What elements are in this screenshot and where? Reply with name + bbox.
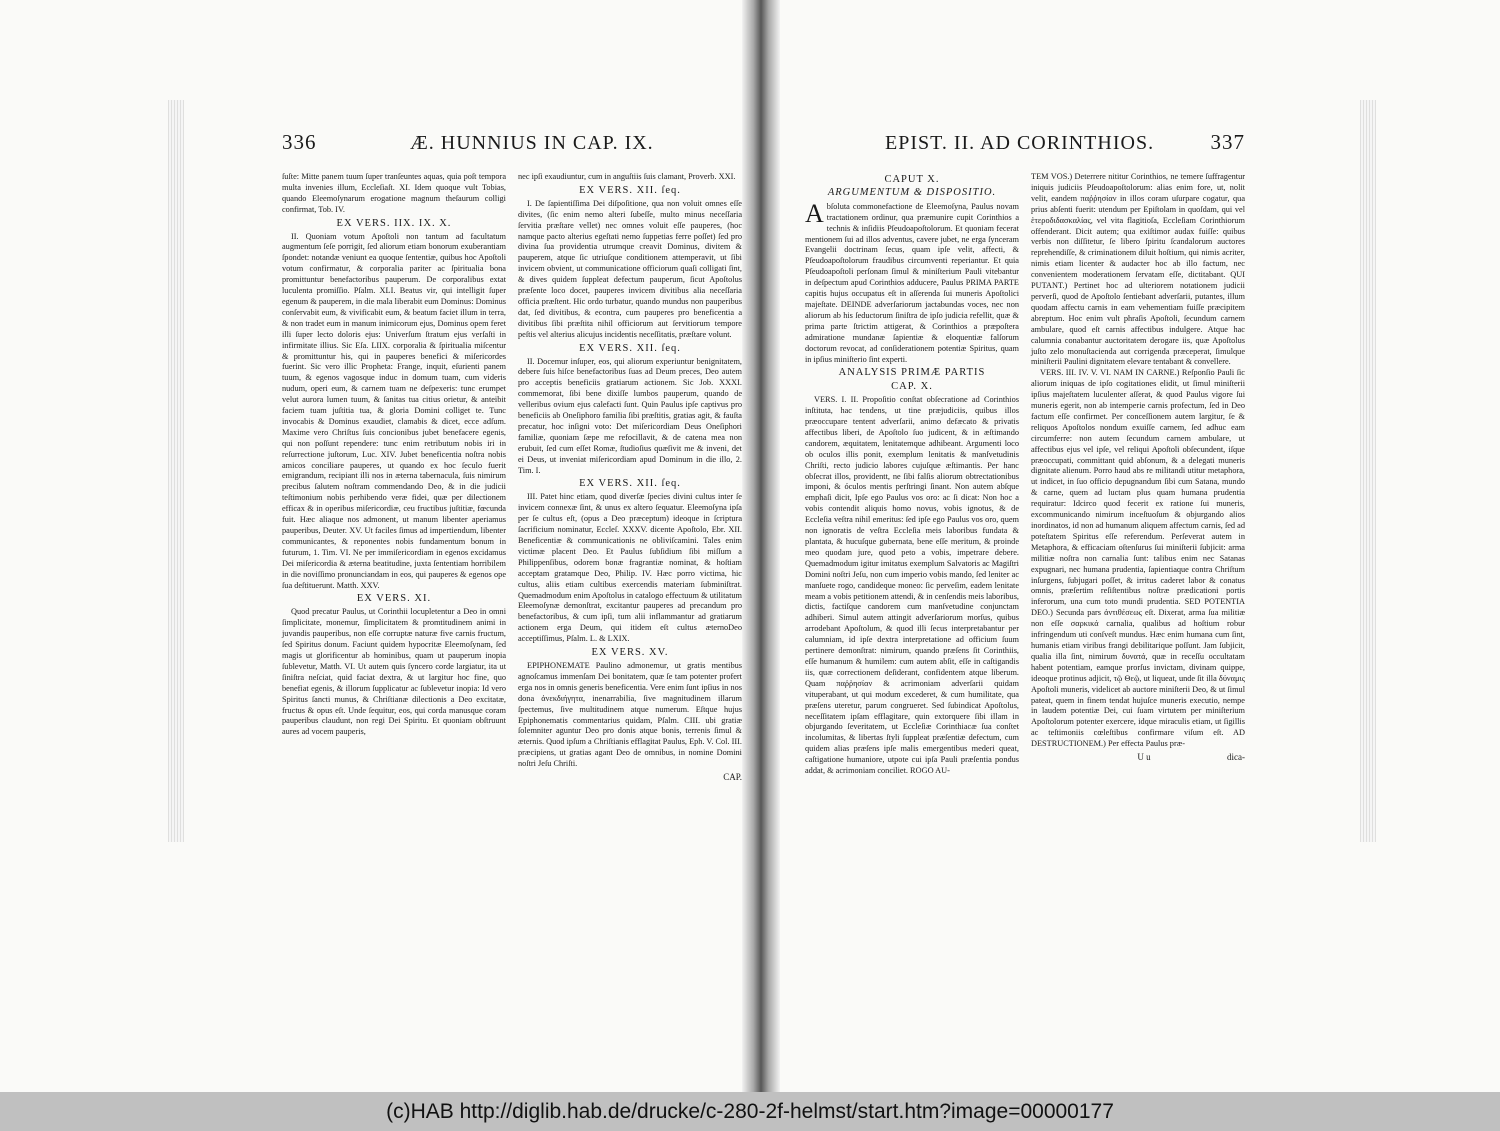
left-page-columns [282, 172, 742, 783]
left-page-edges [168, 100, 184, 842]
paragraph: nec ipſi exaudiuntur, cum in anguſtiis ſuis clamant, Proverb. XXI. [518, 172, 736, 181]
paragraph: TEM VOS.) Deterrere nititur Corinthios, ne temere ſuffragentur iniquis judiciis Pſeudoapoſtolorum: alias enim fore, ut, nolit velit, eandem παῤῥησίαν in illos coram uſurpare cogatur, qua prius abſenti fuerit: utendum per Epiſtolam in quoſdam, qui vel ἑτεροδιδασκαλίας, vel vita flagitioſa, Eccleſiam Corinthiorum offenderant. Dicit autem; qua exiſtimor audax fuiſſe: quibus verbis non diſſitetur, ſe libero ſpiritu ſcandalorum auctores reprehendiſſe, & criminationem diluit hoſtium, qui nimis acriter, nimis etiam licenter & audacter hoc ab illo factum, nec convenientem moderationem ſervatam eſſe, dictitabant. QUI PUTANT.) Pertinet hoc ad ulteriorem notationem judicii perverſi, quod de Apoſtolo ſentiebant adverſarii, putantes, illum quodam affectu carnis in eam vehementiam fuiſſe præcipitem abreptum. Hoc enim vult phraſis Apoſtoli, ſecundum carnem ambulare, quod eſt carnis affectibus indulgere. Atque hac calumnia conabantur auctoritatem derogare iis, quæ Apoſtolus juſto zelo monuſtacienda aut corrigenda præceperat, ſimulque miniſterii Paulini dignitatem elevare tentabant & convellere. [1031, 172, 1245, 367]
section-heading: CAP. X. [891, 381, 933, 393]
argument-heading: ARGUMENTUM & DISPOSITIO. [827, 186, 997, 198]
right-running-head [805, 130, 1245, 166]
signature-mark: U u [1137, 752, 1151, 763]
paragraph: ſuſte: Mitte panem tuum ſuper tranſeuntes aquas, quia poſt tempora multa invenies illum, Eccleſiaſt. XI. Idem quoque vult Tobias, quando Eleemoſynarum erogatione magnum theſaurum colligi confirmat, Tob. IV. [282, 172, 506, 214]
right-page-edges [1360, 100, 1376, 842]
footer-url-text: (c)HAB http://diglib.hab.de/drucke/c-280-2f-helmst/start.htm?image=00000177 [386, 1099, 1114, 1123]
section-heading: EX VERS. IIX. IX. X. [336, 217, 452, 229]
copyright-footer [0, 1092, 1500, 1131]
chapter-heading: CAPUT X. [884, 174, 940, 185]
drop-cap: A [805, 198, 824, 228]
book-gutter [742, 0, 780, 1092]
section-heading: EX VERS. XI. [356, 593, 432, 605]
left-page-column-2 [518, 172, 742, 783]
paragraph: EPIPHONEMATE Paulino admonemur, ut gratis mentibus agnoſcamus immenſam Dei bonitatem, quæ ſe tam potenter profert erga nos in omnis generis beneficentia. Vere enim ſunt ipſius in nos dona ἀνεκδιήγητα, inenarrabilia, ſive magnitudinem illarum ſpectemus, ſive multitudinem atque numerum. Eſtque hujus Epiphonematis commentarius quidam, Pſalm. CIII. ubi gratiæ ſolemniter aguntur Deo pro donis atque bonis, terrenis ſimul & æternis. Quod ipſum a Chriſtianis efflagitat Paulus, Eph. V. Col. III. præcipiens, ut gratias agant Deo de omnibus, in nomine Domini noſtri Jeſu Chriſti. [518, 660, 742, 769]
paragraph: III. Patet hinc etiam, quod diverſæ ſpecies divini cultus inter ſe invicem connexæ ſint, & unus ex altero ſequatur. Eleemoſyna ipſa per ſe cultus eſt, (opus a Deo præceptum) ideoque in ſcriptura ſacrificium nominatur, Eccleſ. XXXV. dicente Apoſtolo, Ebr. XII. Beneficentiæ & communicationis ne obliviſcamini. Tales enim victimæ placent Deo. Et Paulus ſubſidium ſibi miſſum a Philippenſibus, odorem bonæ fragrantiæ nominat, & hoſtiam acceptam gratamque Deo, Philip. IV. Hæc porro victima, hic cultus, aliis etiam cultibus exercendis materiam ſubminiſtrat. Quemadmodum enim Apoſtolus in catalogo effectuum & utilitatum Eleemoſynæ demonſtrat, excitantur pauperes ad precandum pro benefactoribus, & cum ipſi, tum alii inflammantur ad gratiarum actionem erga Deum, qui itidem eſt cultus æternoDeo acceptiſſimus, Pſalm. L. & LXIX. [518, 492, 742, 644]
left-page-number: 336 [282, 130, 317, 154]
right-page-column-2 [1031, 172, 1245, 777]
right-running-title: EPIST. II. AD CORINTHIOS. [885, 132, 1155, 154]
left-page-column-1 [282, 172, 506, 783]
right-page-columns [805, 172, 1245, 777]
section-heading: EX VERS. XV. [591, 647, 669, 659]
paragraph: VERS. I. II. Propoſitio conſtat obſecratione ad Corinthios inſtituta, hac tendens, ut tine præjudiciis, quibus illos præoccupare tentent adverſarii, animo defæcato & privatis affectibus liberi, de Apoſtolo ſuo judicent, & in æſtimando candorem, æquitatem, lenitatemque adhibeant. Argumenti loco ob oculos illis ponit, exemplum lenitatis & manſvetudinis Chriſti, recto judicio labores cujuſque æſtimantis. Per hanc obſecrat illos, providentt, ne ſibi falſis aliorum obtrectationibus imponi, & óculos mentis perſtringi ſinant. Non autem abſque emphaſi dicit, Ipſe ego Paulus vos oro: ac ſi dicat: Non hoc a vobis contendit aliquis homo novus, vobis ignotus, & de Eccleſia veſtra nihil emeritus: ſed ipſe ego Paulus vos oro, quem non ignoratis de veſtra Eccleſia meis laboribus fundata & plantata, & hucuſque gubernata, bene eſſe meritum, & proinde meo quodam jure, quod peto a vobis, impetrare debere. Quemadmodum igitur imitatus exemplum Salvatoris ac Magiſtri Domini noſtri Jeſu, non cum imperio vobis mando, ſed leniter ac manſuete rogo, candideque moneo: ſic perveſim, eadem lenitate meam a vobis petitionem attendi, & in cenſendis meis laboribus, dictis, factiſque candorem cum manſvetudine conjunctam adhiberi. Simul autem attingit adverſariorum morſus, quibus arrodebant Apoſtolum, & quod illi ſecus interpretabantur per calumniam, id ipſe dextra interpretatione ad officium ſuum pertinere demonſtrat: nimirum, quando præſens ſit Corinthiis, eſſe humanum & humilem: cum autem abſit, eſſe in caſtigandis iis, quæ correctionem deſiderant, confidentem atque liberum. Quam παῤῥησίαν & acrimoniam adverſarii quidam vituperabant, ut qui modum excederet, & cum humilitate, qua præſens uteretur, parum congrueret. Sed ſubindicat Apoſtolus, neceſſitatem ipſam efflagitare, quin extorquere ſibi illam in objurgando ſeveritatem, ut Eccleſiæ Corinthiacæ ſua conſtet incolumitas, & libertas ſtyli ſuppleat præſentiæ defectum, cum quidem alias præſens ipſe malis emergentibus mederi queat, caſtigatione humaniore, utpote cui ipſa Pauli præſentia pondus addat, & acrimoniam conciliet. ROGO AU- [805, 395, 1019, 776]
left-running-head [282, 130, 742, 166]
paragraph: II. Quoniam votum Apoſtoli non tantum ad facultatum augmentum ſeſe porrigit, ſed aliorum etiam bonorum exuberantiam ſpondet: notandæ veniunt ea quoque ſententiæ, quibus hoc Apoſtoli votum confirmatur, & corporalia pariter ac ſpiritualia bona promittuntur benefactoribus pauperum. De corporalibus extat luculenta promiſſio. Pſalm. XLI. Beatus vir, qui intelligit ſuper egenum & pauperem, in die mala liberabit eum Dominus: Dominus conſervabit eum, & vivificabit eum, & beatum faciet illum in terra, & non tradet eum in manum inimicorum ejus, Dominus opem feret illi ſuper lecto doloris ejus: Univerſum ſtratum ejus verſaſti in infirmitate illius. Sic Eſa. LIIX. corporalia & ſpiritualia miſcentur & promittuntur his, qui in pauperes benefici & miſericordes fuerint. Sic vero illic Propheta: Frange, inquit, eſurienti panem tuum, & egenos vagosque induc in domum tuam, cum videris nudum, operi eum, & carnem tuam ne deſpexeris: tunc erumpet velut aurora lumen tuum, & ſanitas tua citius orietur, & anteibit faciem tuam juſtitia tua, & gloria Domini colliget te. Tunc invocabis & Dominus exaudiet, clamabis & dicet, ecce adſum. Maxime vero Chriſtus ſuis concionibus jubet benefacere egenis, qui non poſſunt rependere: tunc enim retributum nobis iri in reſurrectione juſtorum, Luc. XIV. Jubet beneficentia noſtra nobis amicos conciliare pauperes, ut quando ex hoc ſeculo fuerit emigrandum, recipiant illi nos in æterna tabernacula, ſuis nimirum precibus ſalutem noſtram commendando Deo, & in die judicii teſtimonium nobis perhibendo veræ fidei, quæ per dilectionem efficax & in operibus miſericordiæ, ceu fructibus juſtitiæ, fœcunda fuit. Hæc aliaque nos admonent, ut manum libenter aperiamus pauperibus, Deuter. XV. Ut faciles ſimus ad impertiendum, libenter communicantes, & reponentes nobis fundamentum bonum in futurum, 1. Tim. VI. Ne per immiſericordiam in egenos excidamus Dei miſericordia & æterna beatitudine, juxta ſententiam horribilem in die noviſſimo pronunciandam in eos, qui pauperes & egenos ope ſua deſtituerunt. Matth. XXV. [282, 231, 506, 590]
signature-row [1031, 752, 1245, 763]
right-page-column-1 [805, 172, 1019, 777]
left-page [282, 130, 742, 783]
section-heading: EX VERS. XII. ſeq. [579, 342, 681, 354]
section-heading: EX VERS. XII. ſeq. [579, 478, 681, 490]
right-page [805, 130, 1245, 777]
catchword-row [518, 772, 742, 783]
right-page-number: 337 [1210, 130, 1245, 154]
paragraph [805, 198, 1019, 366]
paragraph: VERS. III. IV. V. VI. NAM IN CARNE.) Reſponſio Pauli ſic aliorum iniquas de ipſo cogitationes elidit, ut ſimul miniſterii ipſius majeſtatem luculenter aſſerat, & quod Paulus vigore ſui muneris egerit, non ab intemperie carnis profectum, ſed in Deo factum eſſe confirmet. Per conceſſionem autem largitur, ſe & reliquos Apoſtolos nondum exuiſſe carnem, ſed adhuc eam circumferre: non autem ſecundum carnem ambulare, ut affectibus ejus vel ipſe, vel reliqui Apoſtoli obſecundent, iſque præoccupati, committant quid abſonum, & a delegati muneris dignitate alienum. Porro haud abs re militandi utitur metaphora, ut indicet, in ſuo officio depugnandum ſibi cum Satana, mundo & carne, quem ad luctam plus quam humana prudentia requiratur: Idcirco quod fecerit ex ratione ſui muneris, excommunicando nimirum inceſtuoſum & objurgando alios inordinatos, id non ad humanum aliquem affectum carnis, ſed ad poteſtatem Spiritus eſſe referendum. Perſeverat autem in Metaphora, & efficaciam oſtenſurus ſui miniſterii ſubjicit: arma militiæ noſtra non carnalia ſunt: talibus enim nec Satanas expugnari, nec humana prudentia, ſapientiaque contra Chriſtum inſurgens, ſubjugari poſſet, & irritus caderet labor & conatus omnis, præſertim reſiſtentibus noſtræ prædicationi portis inferorum, una cum toto mundi prudentia. SED POTENTIA DEO.) Secunda pars ἀντιθέσεως eſt. Dixerat, arma ſua militiæ non eſſe σαρκικά carnalia, qualibus ad hoſtium robur infringendum uti conſveſt mundus. Hæc enim humana cum ſint, humanis etiam viribus frangi debilitarique poſſunt. Jam ſubjicit, qualia illa ſint, nimirum δυνατά, quæ in receſſu occultatam habent potentiam, eamque prorſus invictam, divinam quippe, ideoque protinus adjicit, τῷ Θεῷ, ut liqueat, unde ſit illa δύναμις Apoſtoli muneris, videlicet ab auctore miniſterii Deo, & ut ſimul pateat, quem in finem tendat hujuſce muneris executio, nempe in laudem potentiæ Dei, cui ſuam virtutem per miniſterium Apoſtolorum potenter exercere, idque miraculis etiam, ut ſigillis ac teſtimoniis cœleſtibus confirmare viſum eſt. AD DESTRUCTIONEM.) Per effecta Paulus præ- [1031, 368, 1245, 749]
paragraph-text: bſoluta commonefactione de Eleemoſyna, Paulus novam tractationem ordinur, qua præmunire cupit Corinthios a technis & inſidiis Pſeudoapoſtolorum. Et quoniam fecerat mentionem ſui ad illos adventus, cavere jubet, ne erga ſynceram Evangelii doctrinam ſecus, quam ipſe velit, affecti, & Pſeudoapoſtolorum fraudibus circumventi reperiantur. Et quia Pſeudoapoſtoli perſonam ſimul & miniſterium Pauli vitebantur in deſpectum apud Corinthios adducere, Paulus PRIMA PARTE capitis hujus occupatus eſt in aſſerenda ſui muneris Apoſtolici majeſtate. DEINDE adverſariorum jactabundas voces, nec non aliorum ab his ſeductorum ſiniſtra de ipſo judicia refellit, quæ & prima parte ſtrictim attigerat, & Corinthios a præpoſtera admiratione mundanæ ſapientiæ & eloquentiæ falſorum doctorum revocat, ad conſiderationem potentiæ Spiritus, quam in ipſius miniſterio ſint experti. [805, 201, 1019, 364]
paragraph: Quod precatur Paulus, ut Corinthii locupletentur a Deo in omni ſimplicitate, monemur, ſimplicitatem & promtitudinem animi in juvandis pauperibus, non eſſe corruptæ naturæ five carnis fructum, ſed Spiritus donum. Faciunt quidem hypocritæ Eleemoſynam, ſed magis ut glorificentur ab hominibus, quam ut pauperum inopia ſublevetur, Matth. VI. Ut autem quis ſyncero corde largiatur, ita ut ſiniſtra neſciat, quid faciat dextra, & ut largitur hoc fine, quo benefiat egenis, & illorum ſupplicatur ac ſublevetur inopia: Id vero Spiritus ſancti munus, & Chriſtianæ dilectionis a Deo excitatæ, fructus & opus eſt. Unde ſequitur, eos, qui corda manusque coram pauperibus claudunt, non regi Dei Spiritu. Et quoniam obſtruunt aures ad vocem pauperis, [282, 607, 506, 737]
paragraph: II. Docemur inſuper, eos, qui aliorum experiuntur benignitatem, debere ſuis hiſce benefactoribus ſuas ad Deum preces, Deo autem pro acceptis beneficiis gratiarum actionem. Sic Job. XXXI. commemorat, ſibi bene dixiſſe lumbos pauperum, quando de velleribus ovium ejus calefacti ſunt. Quin Paulus ipſe captivus pro beneficiis ab Oneſiphoro familia ſibi præſtitis, gratias agit, & fauſta precatur, hoc inſigni voto: Det miſericordiam Deus Oneſiphori familiæ, quoniam ſæpe me refocillavit, & de catena mea non erubuit, ſed cum eſſet Romæ, ſtudioſius quæſivit me & inveni, det ei Deus, ut inveniat miſericordiam apud Dominum in die illo, 2. Tim. I. [518, 356, 742, 475]
section-heading: EX VERS. XII. ſeq. [579, 184, 681, 196]
catchword: CAP. [723, 772, 742, 783]
left-running-title: Æ. HUNNIUS IN CAP. IX. [410, 132, 654, 154]
catchword: dica- [1227, 752, 1245, 763]
paragraph: I. De ſapientiſſima Dei diſpoſitione, qua non voluit omnes eſſe divites, (ſic enim nemo alteri ſubeſſe, multo minus neceſſaria ſervitia præſtare vellet) nec omnes voluit eſſe pauperes, (hoc namque pacto alterius egeſtati nemo ſuppetias ferre poſſet) ſed pro divina ſua providentia utrumque creavit Dominus, divitem & pauperem, atque ſic utriuſque conditionem attemperavit, ut ſibi invicem obvient, ut communicatione officiorum quaſi colligati ſint, & dives quidem ſuppleat defectum pauperum, ſicut Apoſtolus præſente loco docet, pauperes invicem divitibus alia neceſſaria officia præſtent. Hic ordo turbatur, quando mundus non pauperibus dat, ſed divitibus, & econtra, cum pauperes pro beneficentia a divitibus ſibi præſtita nihil officiorum aut ſervitiorum tempore peſtis vel alterius alicujus incidentis neceſſitatis, præſtare volunt. [518, 198, 742, 339]
section-heading: ANALYSIS PRIMÆ PARTIS [838, 367, 986, 379]
